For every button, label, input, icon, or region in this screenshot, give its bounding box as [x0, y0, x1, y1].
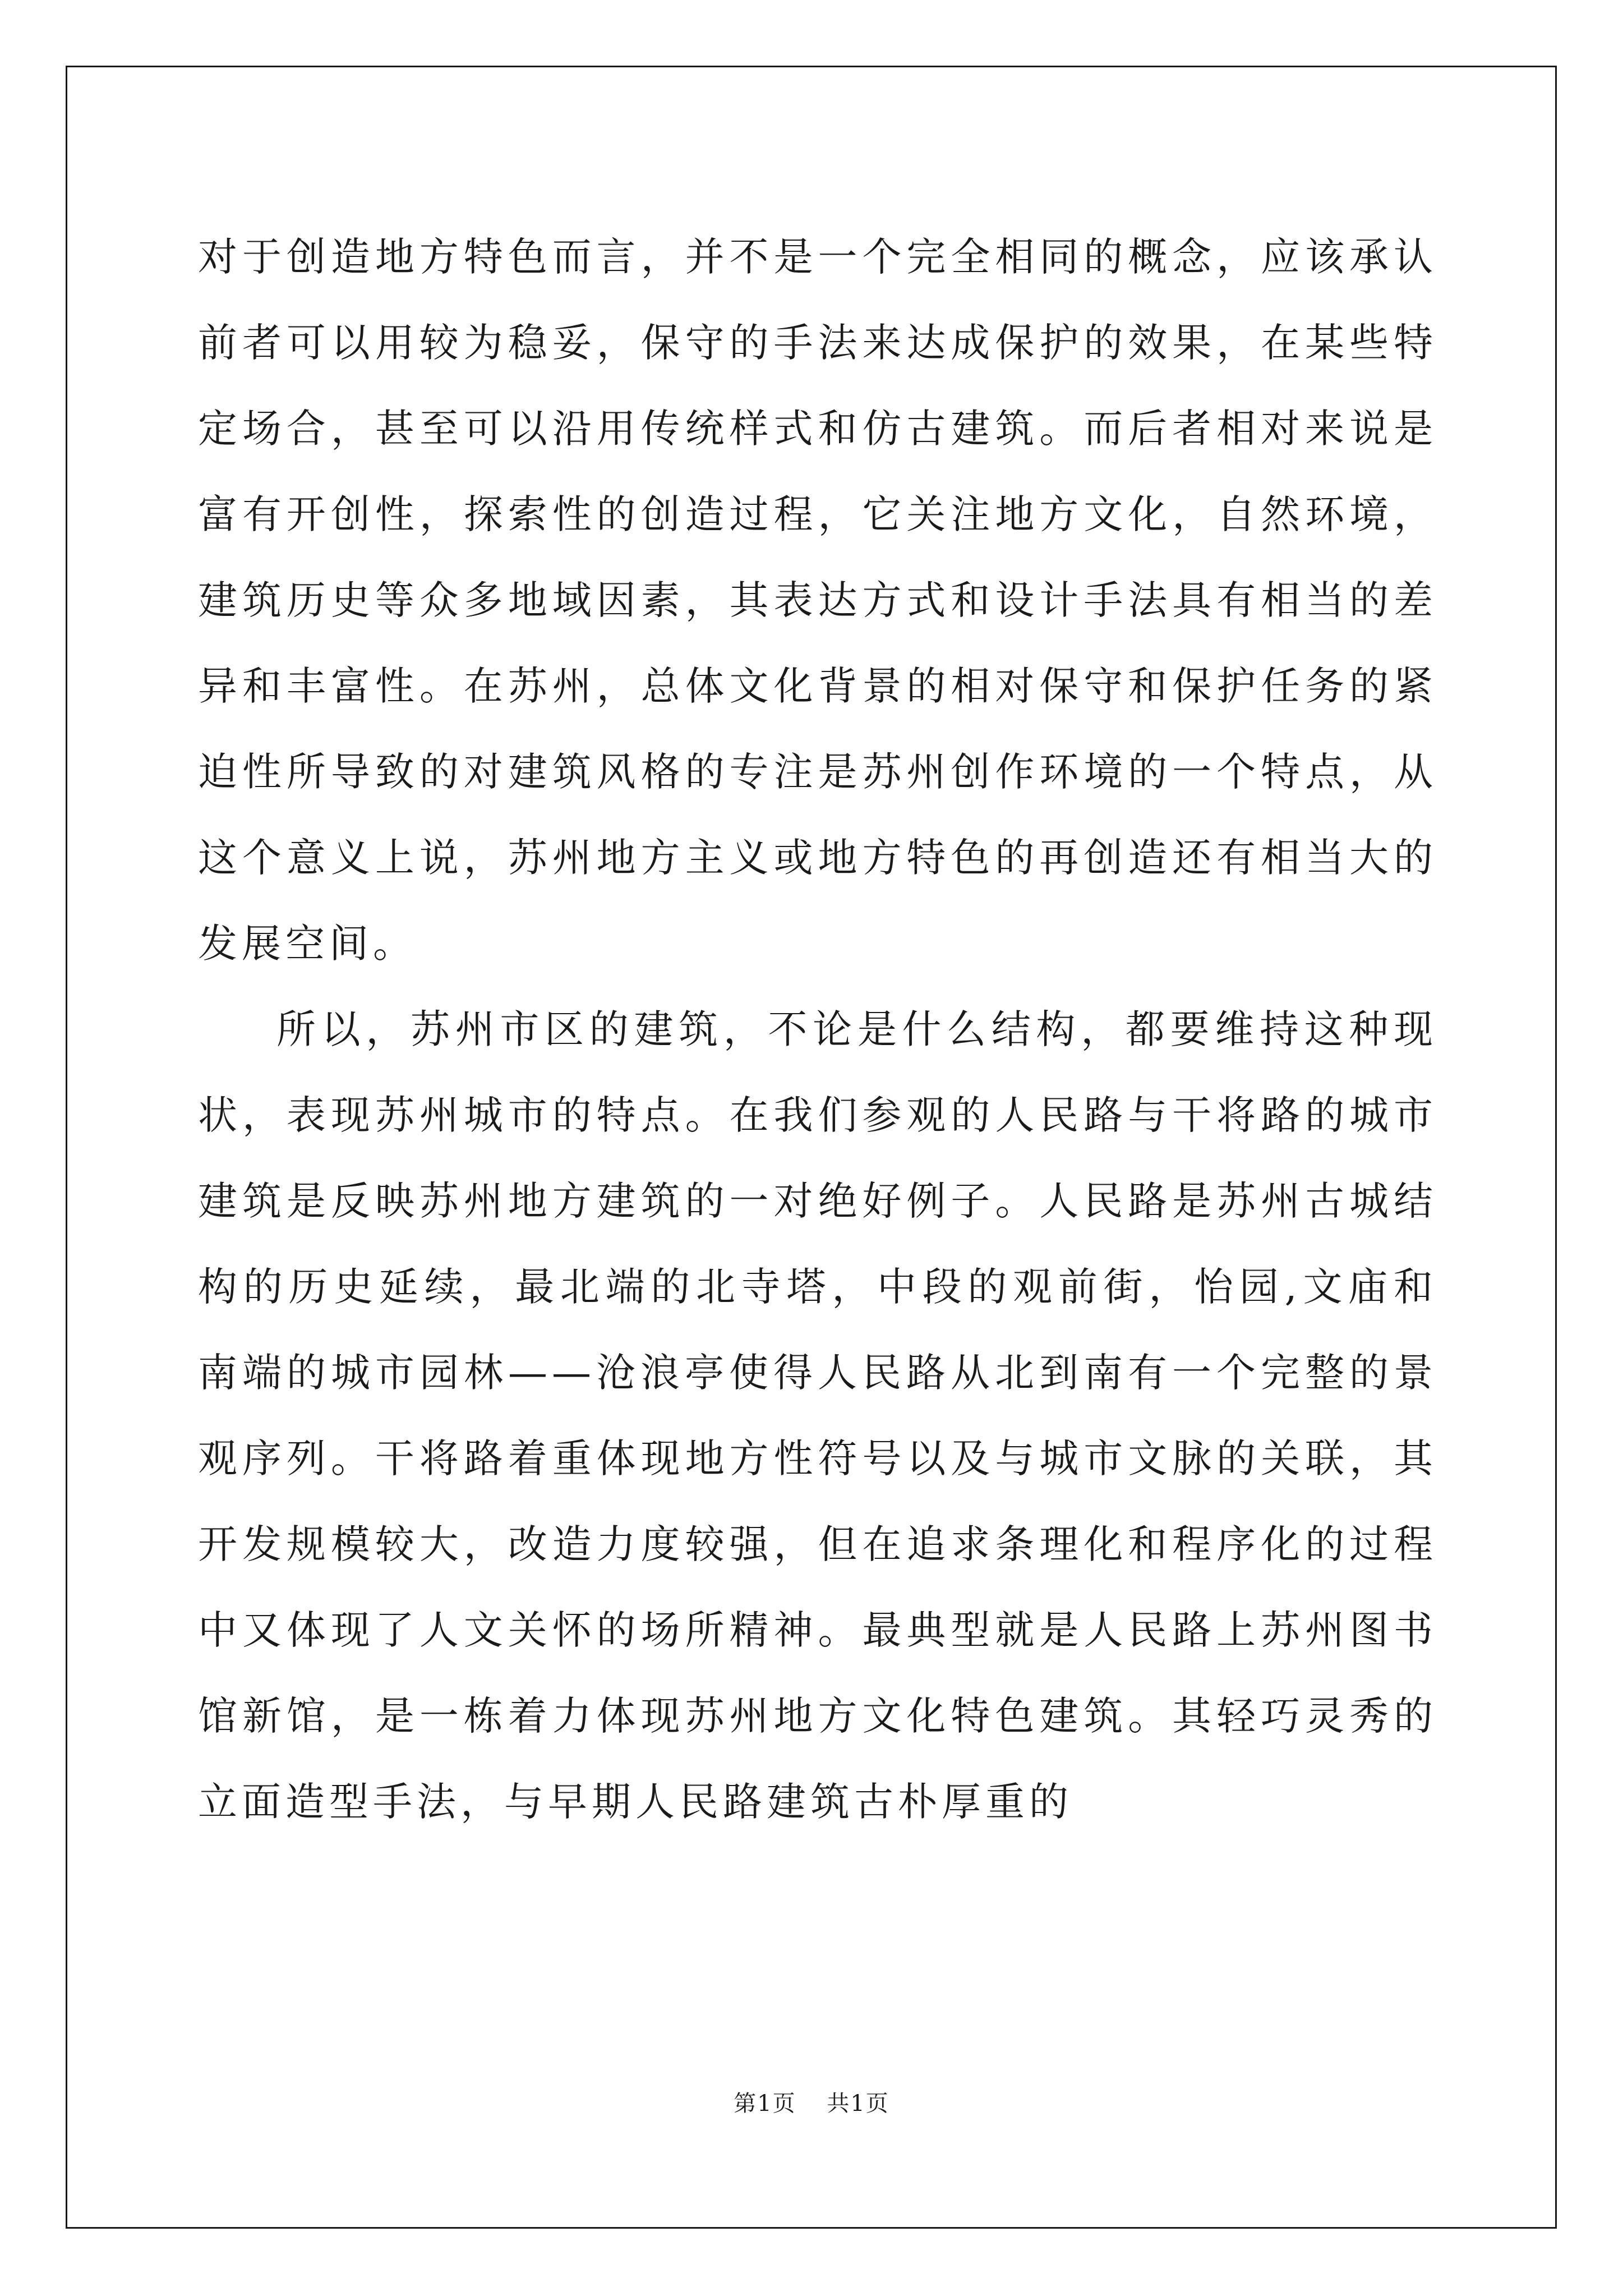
document-body — [198, 214, 1437, 1845]
page-footer — [0, 2086, 1623, 2118]
page-total: 共1页 — [827, 2091, 889, 2116]
page-number: 第1页 — [734, 2091, 796, 2116]
paragraph-1: 对于创造地方特色而言，并不是一个完全相同的概念，应该承认前者可以用较为稳妥，保守的手法来达成保护的效果，在某些特定场合，甚至可以沿用传统样式和仿古建筑。而后者相对来说是富有开创性，探索性的创造过程，它关注地方文化，自然环境，建筑历史等众多地域因素，其表达方式和设计手法具有相当的差异和丰富性。在苏州，总体文化背景的相对保守和保护任务的紧迫性所导致的对建筑风格的专注是苏州创作环境的一个特点，从这个意义上说，苏州地方主义或地方特色的再创造还有相当大的发展空间。 — [198, 234, 1437, 967]
paragraph-2: 所以，苏州市区的建筑，不论是什么结构，都要维持这种现状，表现苏州城市的特点。在我们参观的人民路与干将路的城市建筑是反映苏州地方建筑的一对绝好例子。人民路是苏州古城结构的历史延续，最北端的北寺塔，中段的观前街，怡园,文庙和南端的城市园林——沧浪亭使得人民路从北到南有一个完整的景观序列。干将路着重体现地方性符号以及与城市文脉的关联，其开发规模较大，改造力度较强，但在追求条理化和程序化的过程中又体现了人文关怀的场所精神。最典型就是人民路上苏州图书馆新馆，是一栋着力体现苏州地方文化特色建筑。其轻巧灵秀的立面造型手法，与早期人民路建筑古朴厚重的 — [198, 1006, 1437, 1825]
